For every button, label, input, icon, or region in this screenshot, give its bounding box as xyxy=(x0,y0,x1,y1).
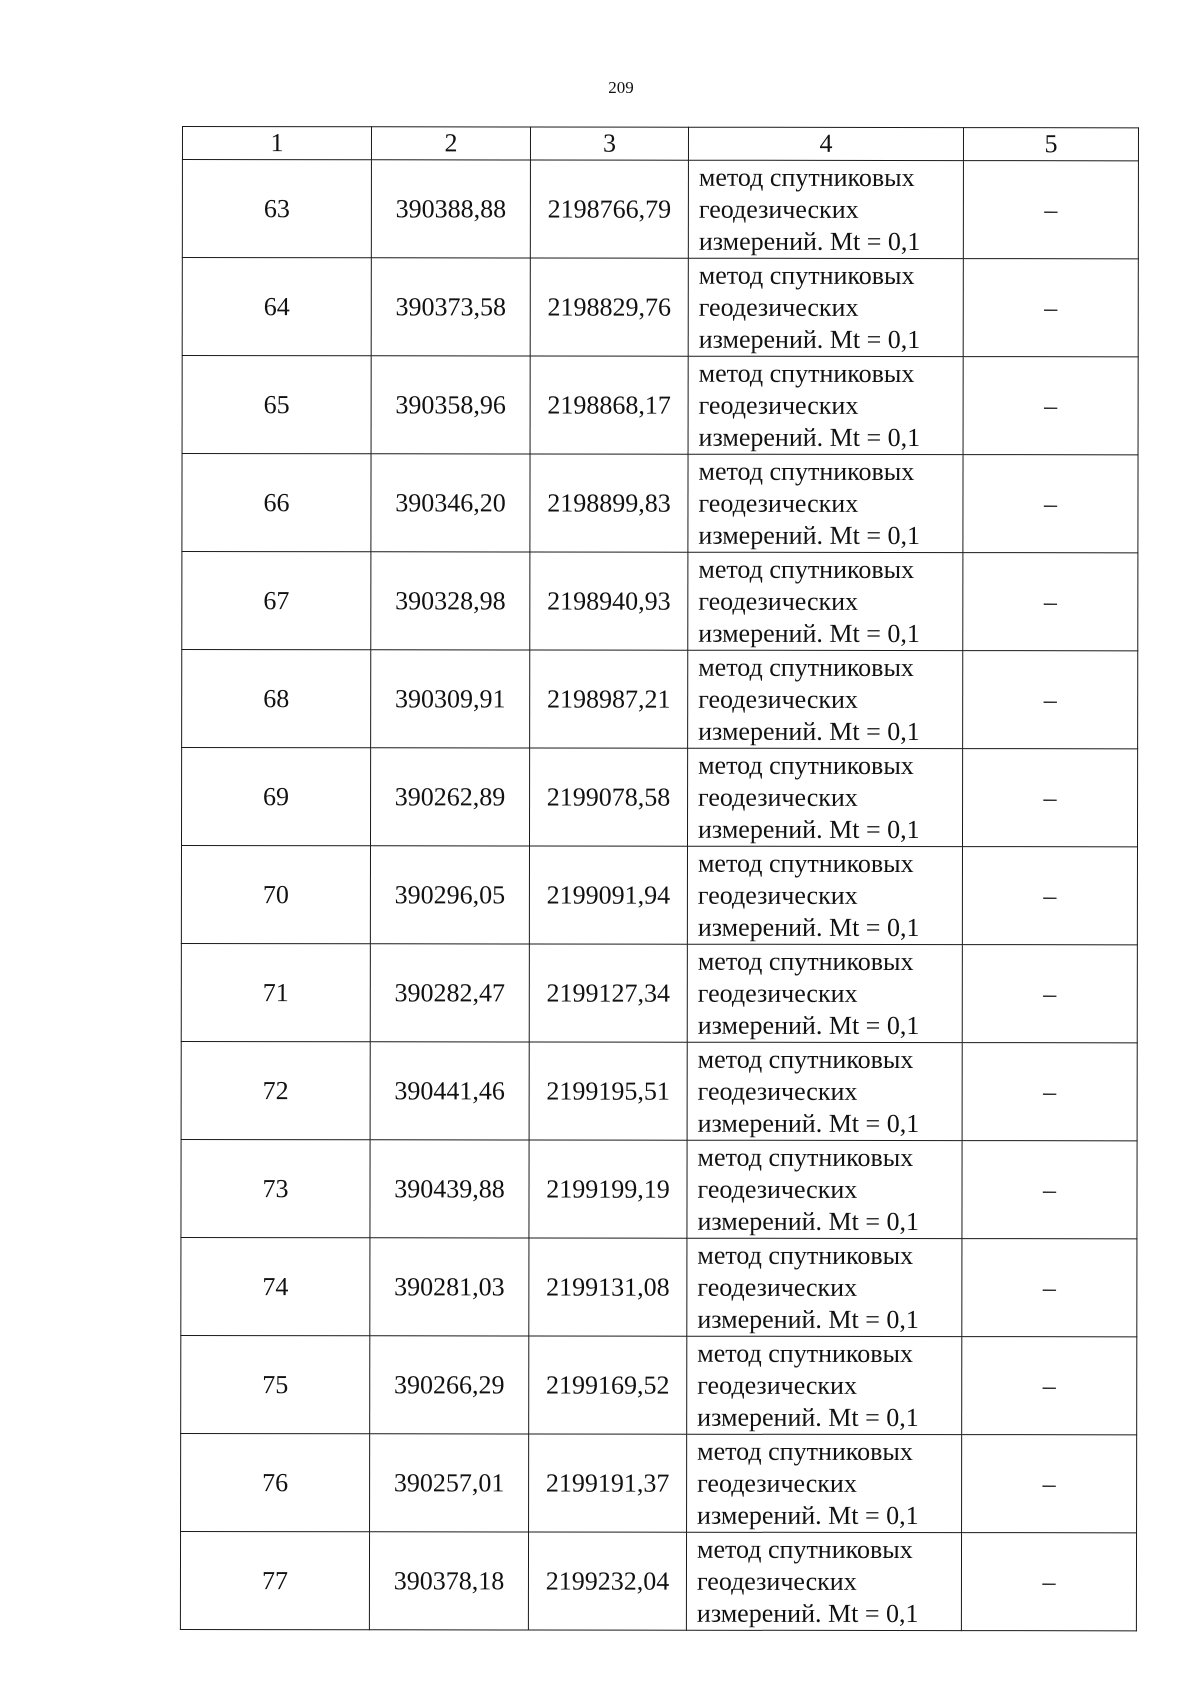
x-coordinate-cell: 390346,20 xyxy=(371,454,530,552)
method-line-3: измерений. Mt = 0,1 xyxy=(698,716,920,746)
method-line-1: метод спутниковых xyxy=(697,1436,913,1466)
method-line-3: измерений. Mt = 0,1 xyxy=(698,226,921,256)
x-coordinate-cell: 390439,88 xyxy=(370,1140,529,1238)
method-line-3: измерений. Mt = 0,1 xyxy=(697,1108,920,1138)
note-cell: – xyxy=(962,1435,1137,1533)
table-row xyxy=(182,160,1138,259)
x-coordinate-cell: 390257,01 xyxy=(370,1434,529,1532)
method-line-2: геодезических xyxy=(698,586,859,616)
point-number-cell: 74 xyxy=(181,1237,370,1335)
method-line-1: метод спутниковых xyxy=(697,1240,914,1270)
method-cell xyxy=(688,552,963,650)
method-line-1: метод спутниковых xyxy=(698,652,914,682)
method-line-3: измерений. Mt = 0,1 xyxy=(697,912,920,942)
note-cell: – xyxy=(962,1043,1137,1141)
table-row xyxy=(181,846,1137,945)
method-line-3: измерений. Mt = 0,1 xyxy=(698,618,920,648)
note-cell: – xyxy=(962,1239,1137,1337)
table-row xyxy=(181,1335,1137,1434)
method-line-1: метод спутниковых xyxy=(698,162,915,192)
method-cell xyxy=(687,1140,962,1238)
point-number-cell: 63 xyxy=(182,160,371,258)
method-line-1: метод спутниковых xyxy=(698,260,915,290)
y-coordinate-cell: 2198899,83 xyxy=(530,454,688,552)
table-row xyxy=(181,1237,1137,1336)
method-line-3: измерений. Mt = 0,1 xyxy=(697,1500,919,1530)
y-coordinate-cell: 2198940,93 xyxy=(530,552,688,650)
x-coordinate-cell: 390266,29 xyxy=(370,1336,529,1434)
note-cell: – xyxy=(963,161,1138,259)
method-line-2: геодезических xyxy=(698,292,859,322)
method-cell xyxy=(687,1336,962,1434)
method-line-1: метод спутниковых xyxy=(697,1338,914,1368)
method-cell xyxy=(688,258,963,356)
method-line-3: измерений. Mt = 0,1 xyxy=(698,520,921,550)
method-line-1: метод спутниковых xyxy=(697,1142,914,1172)
table-row xyxy=(182,356,1138,455)
table-row xyxy=(182,258,1138,357)
y-coordinate-cell: 2199091,94 xyxy=(529,846,687,944)
note-cell: – xyxy=(962,1141,1137,1239)
note-cell: – xyxy=(963,357,1138,455)
x-coordinate-cell: 390309,91 xyxy=(371,650,530,748)
header-row xyxy=(182,127,1138,161)
table-row xyxy=(181,943,1137,1042)
method-cell xyxy=(687,1238,962,1336)
coordinates-table-container xyxy=(180,126,1138,1631)
note-cell: – xyxy=(961,1533,1136,1631)
note-cell: – xyxy=(963,259,1138,357)
note-cell: – xyxy=(963,553,1138,651)
method-line-3: измерений. Mt = 0,1 xyxy=(698,422,921,452)
point-number-cell: 69 xyxy=(181,748,370,846)
table-header xyxy=(182,127,1138,161)
point-number-cell: 77 xyxy=(180,1531,369,1629)
method-line-3: измерений. Mt = 0,1 xyxy=(697,814,920,844)
note-cell: – xyxy=(963,651,1138,749)
y-coordinate-cell: 2199131,08 xyxy=(529,1238,687,1336)
note-cell: – xyxy=(963,455,1138,553)
y-coordinate-cell: 2198868,17 xyxy=(530,356,688,454)
table-row xyxy=(181,1041,1137,1140)
method-cell xyxy=(686,1532,961,1630)
method-line-3: измерений. Mt = 0,1 xyxy=(696,1598,919,1628)
method-cell xyxy=(687,1042,962,1140)
method-line-1: метод спутниковых xyxy=(697,946,914,976)
x-coordinate-cell: 390441,46 xyxy=(370,1042,529,1140)
method-line-3: измерений. Mt = 0,1 xyxy=(697,1010,920,1040)
method-line-2: геодезических xyxy=(698,390,859,420)
point-number-cell: 71 xyxy=(181,943,370,1041)
table-row xyxy=(181,1433,1137,1532)
table-row xyxy=(181,1139,1137,1238)
point-number-cell: 68 xyxy=(182,650,371,748)
table-row xyxy=(182,650,1138,749)
point-number-cell: 65 xyxy=(182,356,371,454)
method-line-2: геодезических xyxy=(697,1370,857,1400)
method-line-2: геодезических xyxy=(698,684,858,714)
x-coordinate-cell: 390388,88 xyxy=(371,160,530,258)
method-cell xyxy=(688,454,963,552)
table-row xyxy=(182,454,1138,553)
point-number-cell: 72 xyxy=(181,1041,370,1139)
point-number-cell: 64 xyxy=(182,258,371,356)
x-coordinate-cell: 390282,47 xyxy=(370,944,529,1042)
x-coordinate-cell: 390296,05 xyxy=(370,846,529,944)
y-coordinate-cell: 2199195,51 xyxy=(529,1042,687,1140)
method-line-2: геодезических xyxy=(697,1076,858,1106)
y-coordinate-cell: 2198987,21 xyxy=(530,650,688,748)
y-coordinate-cell: 2199199,19 xyxy=(529,1140,687,1238)
method-line-3: измерений. Mt = 0,1 xyxy=(697,1402,919,1432)
table-row xyxy=(182,552,1138,651)
table-row xyxy=(180,1531,1136,1630)
y-coordinate-cell: 2199169,52 xyxy=(529,1336,687,1434)
point-number-cell: 70 xyxy=(181,846,370,944)
point-number-cell: 75 xyxy=(181,1335,370,1433)
method-cell xyxy=(687,1434,962,1532)
method-line-3: измерений. Mt = 0,1 xyxy=(697,1304,919,1334)
header-col-1: 1 xyxy=(182,127,371,160)
method-cell xyxy=(688,650,963,748)
method-cell xyxy=(687,944,962,1042)
x-coordinate-cell: 390281,03 xyxy=(370,1238,529,1336)
method-line-3: измерений. Mt = 0,1 xyxy=(698,324,921,354)
method-cell xyxy=(687,846,962,944)
method-line-2: геодезических xyxy=(698,194,859,224)
point-number-cell: 73 xyxy=(181,1139,370,1237)
method-line-2: геодезических xyxy=(697,1468,857,1498)
method-line-2: геодезических xyxy=(697,1272,858,1302)
header-col-4: 4 xyxy=(688,127,963,160)
x-coordinate-cell: 390373,58 xyxy=(371,258,530,356)
y-coordinate-cell: 2199127,34 xyxy=(529,944,687,1042)
header-col-3: 3 xyxy=(530,127,688,160)
coordinates-table xyxy=(180,126,1139,1631)
note-cell: – xyxy=(962,945,1137,1043)
method-line-2: геодезических xyxy=(698,782,858,812)
x-coordinate-cell: 390262,89 xyxy=(370,748,529,846)
header-col-5: 5 xyxy=(963,128,1138,161)
table-body xyxy=(180,160,1138,1631)
method-line-2: геодезических xyxy=(696,1566,857,1596)
y-coordinate-cell: 2199078,58 xyxy=(529,748,687,846)
header-col-2: 2 xyxy=(371,127,530,160)
method-line-1: метод спутниковых xyxy=(696,1534,913,1564)
x-coordinate-cell: 390328,98 xyxy=(371,552,530,650)
method-line-3: измерений. Mt = 0,1 xyxy=(697,1206,920,1236)
x-coordinate-cell: 390358,96 xyxy=(371,356,530,454)
y-coordinate-cell: 2199232,04 xyxy=(528,1532,686,1630)
method-line-1: метод спутниковых xyxy=(698,554,915,584)
point-number-cell: 67 xyxy=(182,552,371,650)
method-line-1: метод спутниковых xyxy=(698,456,915,486)
method-line-1: метод спутниковых xyxy=(697,848,914,878)
point-number-cell: 76 xyxy=(181,1433,370,1531)
method-line-1: метод спутниковых xyxy=(697,1044,914,1074)
method-line-2: геодезических xyxy=(697,880,858,910)
note-cell: – xyxy=(962,847,1137,945)
method-line-1: метод спутниковых xyxy=(698,358,915,388)
note-cell: – xyxy=(962,749,1137,847)
method-cell xyxy=(688,160,963,258)
method-line-1: метод спутниковых xyxy=(698,750,914,780)
y-coordinate-cell: 2198766,79 xyxy=(530,160,688,258)
method-line-2: геодезических xyxy=(697,1174,858,1204)
y-coordinate-cell: 2199191,37 xyxy=(529,1434,687,1532)
method-cell xyxy=(688,356,963,454)
y-coordinate-cell: 2198829,76 xyxy=(530,258,688,356)
point-number-cell: 66 xyxy=(182,454,371,552)
x-coordinate-cell: 390378,18 xyxy=(369,1532,528,1630)
method-cell xyxy=(687,748,962,846)
page-number: 209 xyxy=(608,78,634,97)
table-row xyxy=(181,748,1137,847)
method-line-2: геодезических xyxy=(697,978,858,1008)
note-cell: – xyxy=(962,1337,1137,1435)
method-line-2: геодезических xyxy=(698,488,859,518)
